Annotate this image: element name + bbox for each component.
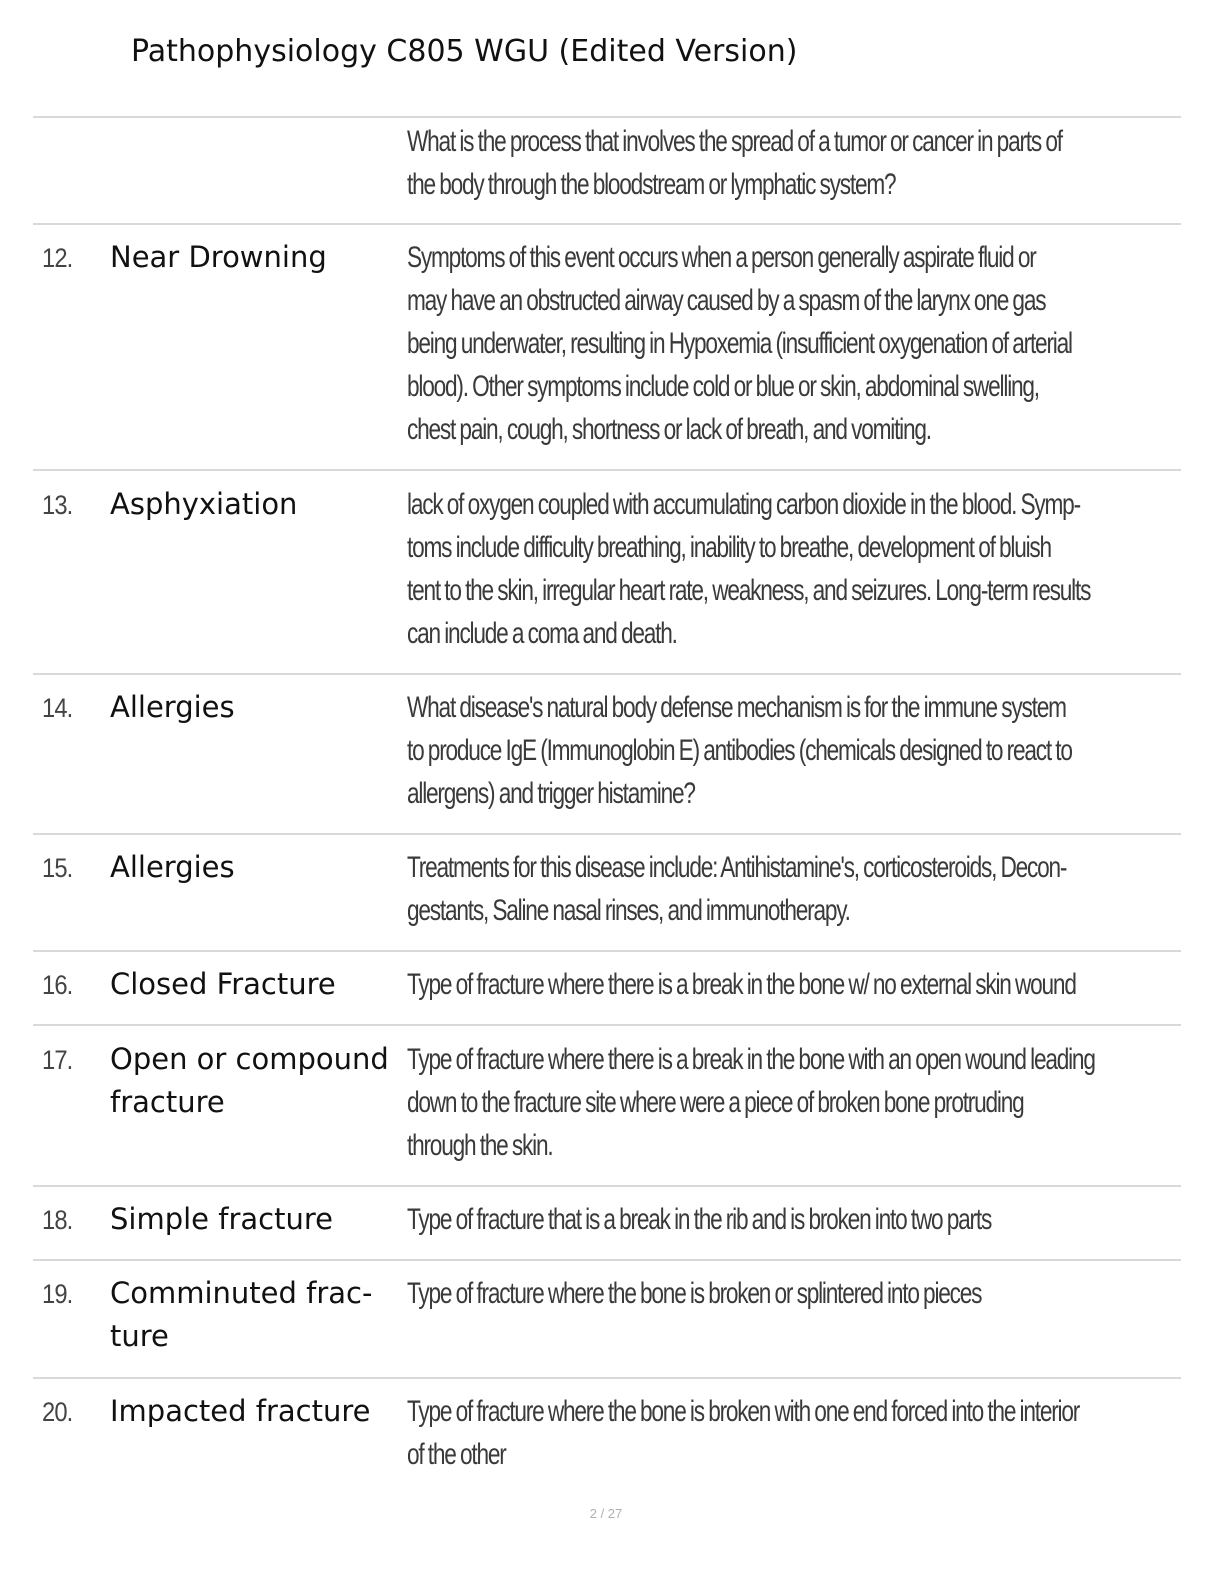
card-number: 20. bbox=[42, 1397, 73, 1427]
card-definition: What disease's natural body defense mechanism is for the immune system to produce IgE (Immunoglobin E) antibodies (chemicals designed to react to allergens) and trigger histamine? bbox=[407, 691, 1072, 810]
row-divider bbox=[33, 469, 1181, 471]
card-definition: Symptoms of this event occurs when a person generally aspirate fluid or may have an obstructed airway caused by a spasm of the larynx one gas being underwater, resulting in Hypoxemia (insufficient oxygenation of arterial blood). Other symptoms include cold or blue or skin, abdominal swelling, chest pain, cough, shortness or lack of breath, and vomiting. bbox=[407, 241, 1072, 446]
card-term: Open or compound fracture bbox=[110, 1042, 389, 1119]
card-number: 14. bbox=[42, 693, 73, 723]
row-divider bbox=[33, 1024, 1181, 1026]
card-definition: Type of fracture where there is a break in the bone w/ no external skin wound bbox=[407, 968, 1076, 1001]
row-divider bbox=[33, 116, 1181, 118]
card-term: Simple fracture bbox=[110, 1202, 333, 1236]
card-number: 13. bbox=[42, 490, 73, 520]
card-term: Closed Fracture bbox=[110, 967, 336, 1001]
row-divider bbox=[33, 1377, 1181, 1379]
card-term: Allergies bbox=[110, 690, 235, 724]
intro-definition: What is the process that involves the spread of a tumor or cancer in parts of the body through the bloodstream or lymphatic system? bbox=[407, 125, 1062, 201]
card-number: 15. bbox=[42, 853, 73, 883]
row-divider bbox=[33, 1259, 1181, 1261]
card-number: 16. bbox=[42, 970, 73, 1000]
card-term: Impacted fracture bbox=[110, 1394, 371, 1428]
card-definition: Type of fracture where the bone is broken or splintered into pieces bbox=[407, 1277, 982, 1310]
card-term: Allergies bbox=[110, 850, 235, 884]
card-term: Near Drowning bbox=[110, 240, 327, 274]
card-term: Asphyxiation bbox=[110, 487, 298, 521]
card-number: 19. bbox=[42, 1279, 73, 1309]
row-divider bbox=[33, 223, 1181, 225]
card-number: 17. bbox=[42, 1045, 73, 1075]
card-number: 12. bbox=[42, 243, 73, 273]
row-divider bbox=[33, 950, 1181, 952]
page-number: 2 / 27 bbox=[589, 1506, 623, 1521]
document-title: Pathophysiology C805 WGU (Edited Version) bbox=[131, 34, 798, 69]
card-definition: Type of fracture where the bone is broken with one end forced into the interior of the other bbox=[407, 1395, 1080, 1471]
row-divider bbox=[33, 1185, 1181, 1187]
row-divider bbox=[33, 673, 1181, 675]
card-definition: Type of fracture that is a break in the rib and is broken into two parts bbox=[407, 1203, 992, 1236]
card-term: Comminuted frac- ture bbox=[110, 1276, 373, 1353]
card-definition: Treatments for this disease include: Antihistamine's, corticosteroids, Decon- gestants, Saline nasal rinses, and immunotherapy. bbox=[407, 851, 1067, 927]
card-number: 18. bbox=[42, 1205, 73, 1235]
card-definition: Type of fracture where there is a break in the bone with an open wound leading down to the fracture site where were a piece of broken bone protruding through the skin. bbox=[407, 1043, 1095, 1162]
row-divider bbox=[33, 833, 1181, 835]
card-definition: lack of oxygen coupled with accumulating carbon dioxide in the blood. Symp- toms include difficulty breathing, inability to breathe, development of bluish tent to the skin, irregular heart rate, weakness, and seizures. Long-term results can include a coma and death. bbox=[407, 488, 1091, 650]
